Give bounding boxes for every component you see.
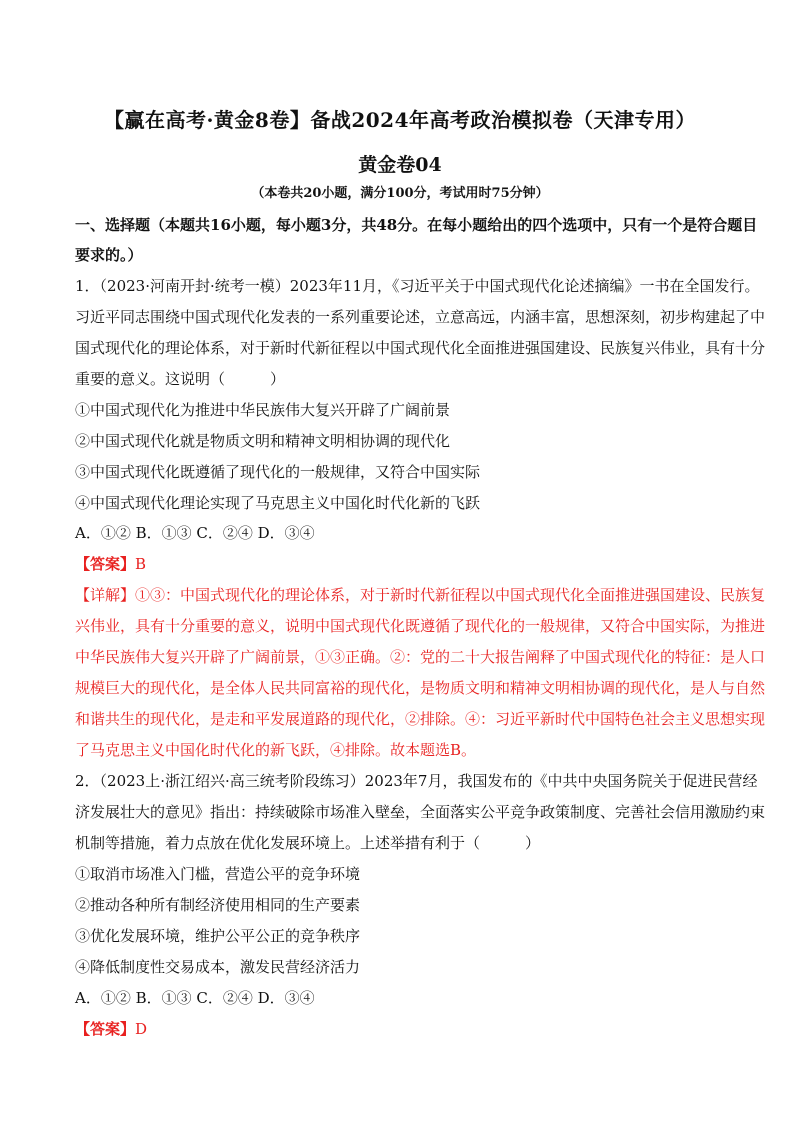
q1-explanation-line: 中华民族伟大复兴开辟了广阔前景，①③正确。②：党的二十大报告阐释了中国式现代化的特征：是人口	[75, 648, 766, 666]
q2-stem-line: 济发展壮大的意见》指出：持续破除市场准入壁垒，全面落实公平竞争政策制度、完善社会信用激励约束	[75, 803, 766, 821]
q2-answer-label: 【答案】	[75, 1020, 136, 1038]
q1-answer-label: 【答案】	[75, 555, 136, 573]
q1-stem-line: 重要的意义。这说明（ ）	[75, 370, 286, 388]
q1-explanation-line: 规模巨大的现代化，是全体人民共同富裕的现代化，是物质文明和精神文明相协调的现代化，是人与自然	[75, 679, 766, 697]
q2-option: ②推动各种所有制经济使用相同的生产要素	[75, 896, 361, 914]
q2-stem-line: 机制等措施，着力点放在优化发展环境上。上述举措有利于（ ）	[75, 834, 541, 852]
q1-answer	[75, 553, 725, 574]
q1-explanation-line: 和谐共生的现代化，是走和平发展道路的现代化，②排除。④：习近平新时代中国特色社会主义思想实现	[75, 710, 766, 728]
q1-choices: A．①② B．①③ C．②④ D．③④	[75, 524, 315, 542]
q2-option: ③优化发展环境，维护公平公正的竞争秩序	[75, 927, 361, 945]
q1-option: ②中国式现代化就是物质文明和精神文明相协调的现代化	[75, 432, 451, 450]
q2-stem-line: 2．（2023上·浙江绍兴·高三统考阶段练习）2023年7月，我国发布的《中共中央国务院关于促进民营经	[75, 772, 758, 790]
q2-choices: A．①② B．①③ C．②④ D．③④	[75, 989, 315, 1007]
section-heading-line-1: 一、选择题（本题共16小题，每小题3分，共48分。在每小题给出的四个选项中，只有一个是符合题目	[75, 216, 758, 234]
q2-answer-value: D	[135, 1020, 148, 1038]
q1-option: ③中国式现代化既遵循了现代化的一般规律，又符合中国实际	[75, 463, 481, 481]
q1-explanation-line: 了马克思主义中国化时代化的新飞跃，④排除。故本题选B。	[75, 741, 477, 759]
exam-note: （本卷共20小题，满分100分，考试用时75分钟）	[251, 186, 549, 201]
q1-stem-line: 1．（2023·河南开封·统考一模）2023年11月，《习近平关于中国式现代化论述摘编》一书在全国发行。	[75, 277, 760, 295]
q2-option: ④降低制度性交易成本，激发民营经济活力	[75, 958, 361, 976]
q1-answer-value: B	[135, 555, 147, 573]
q1-explanation-line: 兴伟业，具有十分重要的意义，说明中国式现代化既遵循了现代化的一般规律，又符合中国实际，为推进	[75, 617, 766, 635]
q1-stem-line: 习近平同志围绕中国式现代化发表的一系列重要论述，立意高远，内涵丰富，思想深刻，初步构建起了中	[75, 308, 766, 326]
q1-option: ④中国式现代化理论实现了马克思主义中国化时代化新的飞跃	[75, 494, 481, 512]
q2-answer	[75, 1018, 725, 1039]
q1-stem-line: 国式现代化的理论体系，对于新时代新征程以中国式现代化全面推进强国建设、民族复兴伟业，具有十分	[75, 339, 766, 357]
section-heading-line-2: 要求的。）	[75, 246, 143, 264]
page-title: 【赢在高考·黄金8卷】备战2024年高考政治模拟卷（天津专用）	[103, 108, 697, 132]
paper-subtitle: 黄金卷04	[358, 154, 442, 176]
q1-explanation-line: 【详解】①③：中国式现代化的理论体系，对于新时代新征程以中国式现代化全面推进强国建设、民族复	[75, 586, 766, 604]
q1-option: ①中国式现代化为推进中华民族伟大复兴开辟了广阔前景	[75, 401, 451, 419]
q2-option: ①取消市场准入门槛，营造公平的竞争环境	[75, 865, 361, 883]
